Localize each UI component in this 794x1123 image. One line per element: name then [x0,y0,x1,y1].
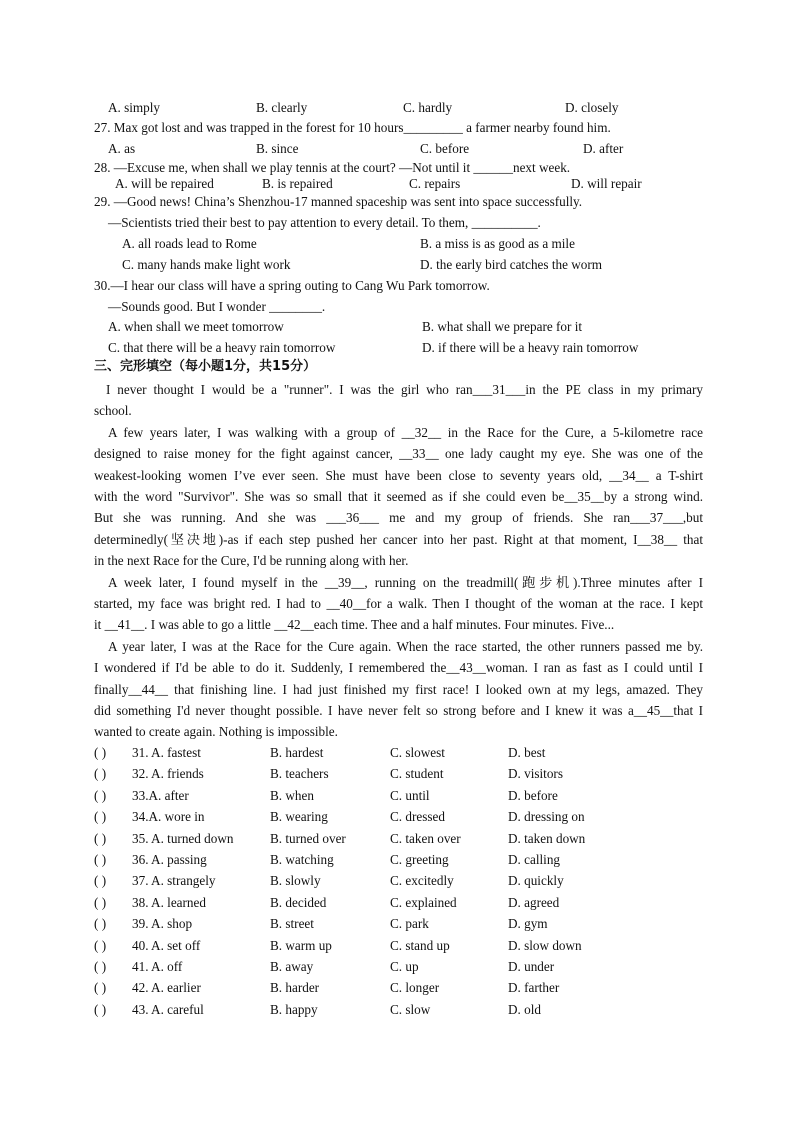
option-b: B. decided [270,894,327,910]
option-b: B. warm up [270,937,332,953]
passage-line: A few years later, I was walking with a group of __32__ in the Race for the Cure, a 5-kilometre race [108,425,703,440]
option-b: B. street [270,916,314,932]
option-a: 36. A. passing [132,852,207,867]
option-a: 32. A. friends [132,766,204,782]
option-d: D. old [508,1001,541,1017]
option-b: B. turned over [270,830,346,846]
q28-option-b: B. is repaired [262,176,333,191]
q27-option-a: A. as [108,141,136,156]
q26-option-b: B. clearly [256,100,308,115]
option-a: 34.A. wore in [132,809,205,825]
q27-option-c: C. before [420,141,470,156]
q30-option-c: C. that there will be a heavy rain tomorrow [108,340,336,355]
option-a: 38. A. learned [132,894,206,910]
option-a: 40. A. set off [132,937,201,953]
option-b: B. harder [270,980,320,996]
option-c: C. explained [390,894,457,910]
option-d: D. gym [508,916,548,932]
q28-option-c: C. repairs [409,176,461,191]
q26-option-d: D. closely [565,100,619,115]
option-c: C. student [390,766,444,782]
option-d: D. dressing on [508,809,585,825]
option-b: B. slowly [270,873,321,889]
answer-blank[interactable]: ( ) [94,980,107,996]
option-d: D. farther [508,980,560,996]
option-b: B. away [270,959,314,974]
option-d: D. visitors [508,766,563,782]
option-a: 31. A. fastest [132,745,201,760]
q30-option-d: D. if there will be a heavy rain tomorrow [422,340,639,355]
option-d: D. quickly [508,873,564,889]
option-a: 39. A. shop [132,916,193,932]
option-d: D. before [508,787,558,803]
passage-line: weakest-looking women I’ve ever seen. She must have been close to seventy years old, __34__ a T-shirt [94,468,703,483]
answer-blank[interactable]: ( ) [94,766,107,782]
passage-line: A week later, I found myself in the __39__, running on the treadmill(跑步机).Three minutes after I [108,575,703,590]
option-a: 35. A. turned down [132,830,234,846]
option-c: C. until [390,787,430,803]
passage-line: in the next Race for the Cure, I'd be running along with her. [94,553,409,568]
q29-question: 29. —Good news! China’s Shenzhou-17 manned spaceship was sent into space successfully. [94,194,583,209]
q28-option-a: A. will be repaired [115,176,214,191]
q30-option-a: A. when shall we meet tomorrow [108,319,284,334]
option-c: C. longer [390,980,440,996]
passage-line: designed to raise money for the fight against cancer, __33__ one lady caught my eye. She was one of the [94,446,703,461]
q29-option-d: D. the early bird catches the worm [420,257,602,272]
option-b: B. happy [270,1001,318,1017]
option-b: B. wearing [270,809,328,825]
option-c: C. greeting [390,852,449,867]
q26-option-c: C. hardly [403,100,453,115]
passage-line: wanted to create again. Nothing is impossible. [94,724,338,739]
passage-line: I never thought I would be a "runner". I was the girl who ran___31___in the PE class in my primary [106,382,703,397]
answer-blank[interactable]: ( ) [94,873,107,889]
option-c: C. up [390,959,419,974]
q29-response: —Scientists tried their best to pay attention to every detail. To them, __________. [108,215,541,230]
passage-line: started, my face was bright red. I had to __40__for a walk. Then I thought of the woman at the race. I kept [94,596,703,611]
answer-blank[interactable]: ( ) [94,809,107,825]
option-a: 43. A. careful [132,1001,204,1017]
option-a: 37. A. strangely [132,873,216,889]
option-c: C. park [390,916,429,932]
option-b: B. hardest [270,745,324,760]
option-c: C. slowest [390,745,445,760]
q28-question: 28. —Excuse me, when shall we play tennis at the court? —Not until it ______next week. [94,160,571,175]
passage-line: school. [94,403,132,418]
answer-blank[interactable]: ( ) [94,937,107,953]
answer-blank[interactable]: ( ) [94,830,107,846]
option-b: B. watching [270,852,334,867]
passage-line: finally__44__ that finishing line. I had just finished my first race! I looked own at my legs, amazed. They [94,682,703,697]
option-c: C. excitedly [390,873,454,889]
answer-blank[interactable]: ( ) [94,894,107,910]
answer-blank[interactable]: ( ) [94,852,107,867]
answer-blank[interactable]: ( ) [94,916,107,932]
q27-option-b: B. since [256,141,299,156]
passage-line: with the word "Survivor". She was so small that it seemed as if she could even be__35__by a strong wind. [94,489,703,504]
q28-option-d: D. will repair [571,176,642,191]
q30-option-b: B. what shall we prepare for it [422,319,583,334]
q29-option-a: A. all roads lead to Rome [122,236,257,251]
q30-response: —Sounds good. But I wonder ________. [108,299,326,314]
option-d: D. taken down [508,830,586,846]
passage-line: determinedly(坚决地)-as if each step pushed her cancer into her past. Right at that moment, I__38__ that [94,532,703,547]
q27-question: 27. Max got lost and was trapped in the forest for 10 hours_________ a farmer nearby found him. [94,120,611,135]
passage-line: it __41__. I was able to go a little __42__each time. Thee and a half minutes. Four minutes. Five... [94,617,615,632]
q26-option-a: A. simply [108,100,161,115]
q27-option-d: D. after [583,141,624,156]
option-c: C. stand up [390,937,450,953]
option-c: C. dressed [390,809,445,825]
q29-option-c: C. many hands make light work [122,257,291,272]
section-title: 三、完形填空（每小题1分，共15分） [94,359,317,374]
option-a: 41. A. off [132,959,183,974]
answer-blank[interactable]: ( ) [94,745,107,760]
passage-line: A year later, I was at the Race for the Cure again. When the race started, the other runners passed me by. [108,639,703,654]
option-b: B. teachers [270,766,329,782]
answer-blank[interactable]: ( ) [94,959,107,974]
option-a: 33.A. after [132,787,189,803]
q29-option-b: B. a miss is as good as a mile [420,236,575,251]
option-d: D. slow down [508,937,582,953]
passage-line: I wondered if I'd be able to do it. Suddenly, I remembered the__43__woman. I ran as fast as I could until I [94,660,703,675]
option-a: 42. A. earlier [132,980,201,996]
option-b: B. when [270,787,314,803]
answer-blank[interactable]: ( ) [94,787,107,803]
option-d: D. best [508,745,546,760]
option-c: C. taken over [390,830,461,846]
option-d: D. calling [508,852,561,867]
passage-line: But she was running. And she was ___36___ me and my group of friends. She ran___37___,but [94,510,703,525]
option-d: D. agreed [508,894,560,910]
q30-question: 30.—I hear our class will have a spring outing to Cang Wu Park tomorrow. [94,278,490,293]
option-c: C. slow [390,1001,431,1017]
answer-blank[interactable]: ( ) [94,1001,107,1017]
option-d: D. under [508,959,555,974]
passage-line: did something I'd never thought possible. I have never felt so strong before and I knew it was a__45__that I [94,703,703,718]
